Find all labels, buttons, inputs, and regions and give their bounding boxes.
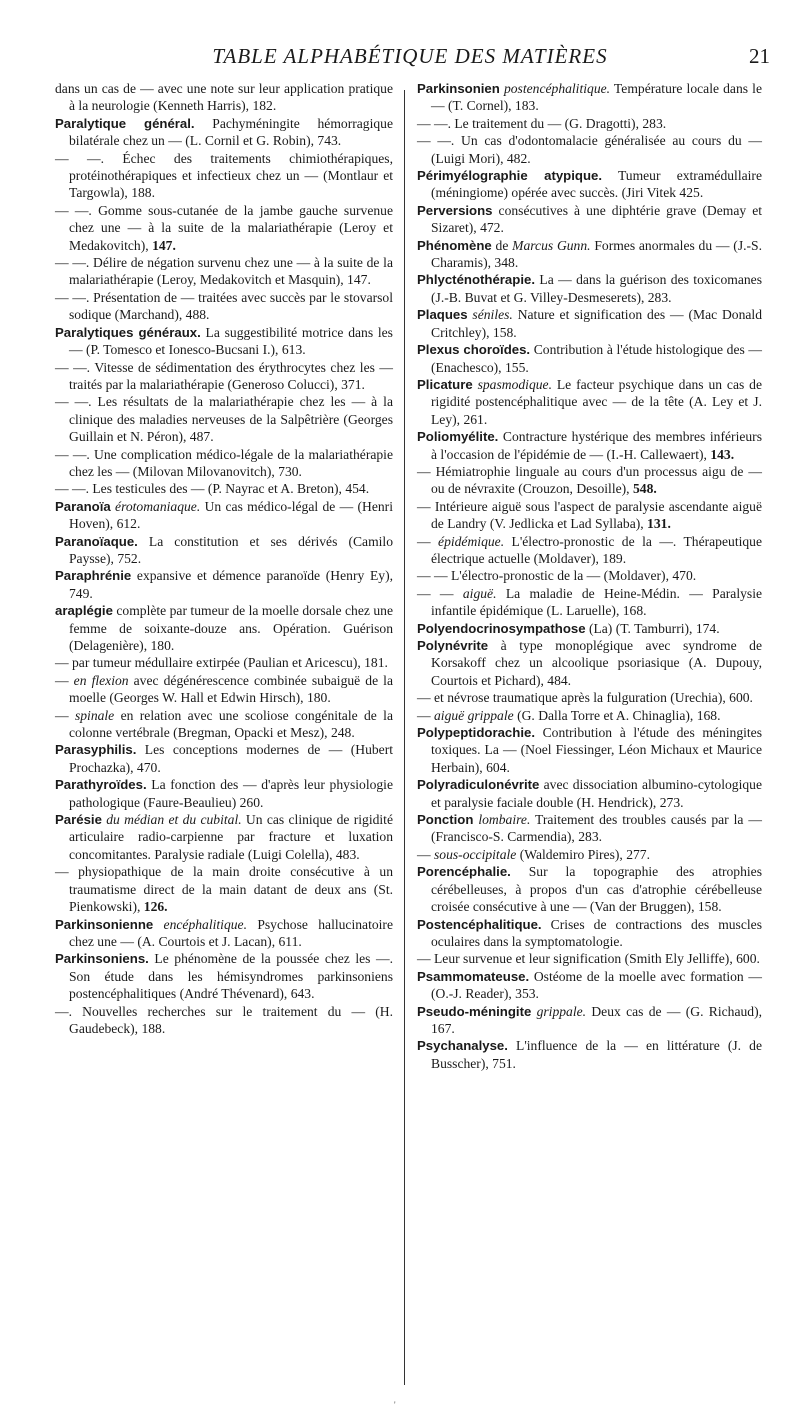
entry-headword: Plicature [417, 376, 473, 392]
entry-italic-text: épidémique. [438, 533, 505, 549]
index-entry [55, 567, 393, 602]
index-entry [55, 602, 393, 654]
entry-headword: Parkinsonien [417, 81, 500, 96]
entry-text: L'influence de la — en littérature (J. de Busscher), 751. [431, 1038, 762, 1071]
index-entry [55, 324, 393, 359]
index-entry [55, 115, 393, 150]
entry-headword: Postencéphalitique. [417, 916, 542, 932]
index-entry [417, 567, 762, 584]
index-entry [55, 654, 393, 671]
index-entry [417, 637, 762, 689]
index-entry [55, 707, 393, 742]
entry-italic-text: encéphalitique. [153, 916, 247, 932]
entry-text: Un cas médico-légal de — (Henri Hoven), 612. [69, 498, 393, 532]
entry-text: — Hémiatrophie linguale au cours d'un processus aigu de — ou de névraxite (Crouzon, Desoille), [417, 463, 762, 497]
entry-italic-text: érotomaniaque. [110, 498, 201, 514]
entry-italic-text: postencéphalitique. [499, 81, 611, 96]
index-entry [417, 115, 762, 132]
entry-text: — par tumeur médullaire extirpée (Paulian et Aricescu), 181. [55, 655, 388, 671]
entry-text: — Leur survenue et leur signification (Smith Ely Jelliffe), 600. [417, 951, 760, 967]
index-entry [55, 80, 393, 115]
entry-italic-text: en flexion [73, 672, 129, 688]
index-column-right [417, 80, 762, 1072]
entry-text: expansive et démence paranoïde (Henry Ey), 749. [69, 568, 393, 601]
entry-text: — —. Les résultats de la malariathérapie chez les — à la clinique des maladies nerveuses de la Salpêtrière (Georges Guillain et N. Péron), 487. [55, 394, 393, 445]
entry-page-ref: 147. [152, 237, 176, 253]
index-entry [417, 689, 762, 706]
index-entry [417, 724, 762, 776]
entry-text: (Waldemiro Pires), 277. [516, 846, 650, 862]
entry-text: — —. Les testicules des — (P. Nayrac et A. Breton), 454. [55, 481, 370, 497]
index-entry [55, 533, 393, 568]
index-entry [55, 202, 393, 254]
entry-headword: Psammomateuse. [417, 968, 530, 984]
entry-text: — [417, 846, 434, 862]
entry-text: La — dans la guérison des toxicomanes (J.-B. Buvat et G. Villey-Desmeserets), 283. [431, 272, 762, 305]
entry-headword: Polypeptidorachie. [417, 725, 535, 741]
entry-text: de [491, 237, 513, 253]
entry-text: complète par tumeur de la moelle dorsale chez une femme de soixante-douze ans. Opération. Guérison (Delagenière), 180. [69, 603, 393, 653]
entry-text: — —. Un cas d'odontomalacie généralisée au cours du — (Luigi Mori), 482. [417, 133, 762, 166]
entry-text: — — L'électro-pronostic de la — (Moldaver), 470. [417, 568, 697, 584]
index-entry [55, 916, 393, 951]
index-entry [417, 1037, 762, 1072]
index-entry [55, 672, 393, 707]
entry-text: — physiopathique de la main droite consécutive à un traumatisme direct de la main datant de deux ans (St. Pienkowski), [55, 864, 393, 915]
index-entry [417, 846, 762, 863]
index-entry [417, 811, 762, 846]
entry-headword: Ponction [417, 812, 474, 828]
entry-text: — [417, 533, 439, 549]
entry-headword: Pseudo-méningite [417, 1003, 532, 1019]
index-entry [417, 968, 762, 1003]
entry-text: — [55, 672, 74, 688]
entry-headword: Parkinsonienne [55, 916, 154, 932]
page-header [50, 40, 770, 70]
entry-text: Contribution à l'étude histologique des — (Enachesco), 155. [431, 342, 762, 375]
entry-italic-text: spasmodique. [472, 376, 552, 392]
entry-text: avec dégénérescence combinée subaiguë de la moelle (Georges W. Hall et Edwin Hirsch), 180. [69, 672, 393, 706]
entry-headword: Phlycténothérapie. [417, 272, 535, 288]
index-entry [417, 237, 762, 272]
entry-headword: Phénomène [417, 237, 492, 253]
entry-page-ref: 131. [647, 516, 671, 532]
entry-headword: Parésie [55, 812, 102, 828]
entry-headword: Paranoïa [55, 498, 111, 514]
entry-italic-text: spinale [74, 707, 115, 723]
index-entry [55, 254, 393, 289]
index-entry [55, 480, 393, 497]
entry-italic-text: aiguë. [462, 585, 497, 601]
entry-text: Sur la topographie des atrophies cérébelleuses, à propos d'un cas d'atrophie cérébelleuse croisée consécutive à une — (Van der Bruggen), 158. [431, 864, 762, 915]
index-entry [55, 289, 393, 324]
entry-headword: Parkinsoniens. [55, 951, 149, 967]
index-entry [417, 533, 762, 568]
entry-headword: Parasyphilis. [55, 742, 137, 758]
entry-headword: Parathyroïdes. [55, 777, 147, 793]
entry-headword: Porencéphalie. [417, 864, 511, 880]
index-entry [417, 341, 762, 376]
entry-text: Formes anormales du — (J.-S. Charamis), 348. [431, 237, 762, 271]
index-entry [417, 132, 762, 167]
entry-headword: Périmyélographie atypique. [417, 168, 603, 184]
entry-text: (G. Dalla Torre et A. Chinaglia), 168. [513, 707, 721, 723]
index-entry [417, 916, 762, 951]
entry-text: Contribution à l'étude des méningites toxiques. La — (Noel Fiessinger, Léon Michaux et Maurice Herbain), 604. [431, 725, 762, 775]
entry-text: à type monoplégique avec syndrome de Korsakoff chez un alcoolique psoriasique (A. Dupouy, Courtois et Pichard), 484. [431, 638, 762, 688]
index-entry [417, 707, 762, 724]
entry-text: La suggestibilité motrice dans les — (P. Tomesco et Ionesco-Bucsani I.), 613. [69, 324, 393, 358]
index-entry [55, 393, 393, 445]
entry-text: Traitement des troubles causés par la — (Francisco-S. Carmendia), 283. [431, 812, 762, 845]
entry-text: avec dissociation albumino-cytologique et paralysie faciale double (H. Hendrick), 273. [431, 777, 762, 810]
entry-headword: Plaques [417, 307, 468, 323]
entry-headword: Psychanalyse. [417, 1038, 508, 1054]
entry-text: — Intérieure aiguë sous l'aspect de paralysie ascendante aiguë de Landry (V. Jedlicka et Lad Syllaba), [417, 498, 762, 532]
index-entry [55, 741, 393, 776]
entry-page-ref: 143. [710, 446, 735, 462]
entry-headword: araplégie [55, 603, 113, 619]
index-entry [417, 950, 762, 967]
entry-text: — —. Une complication médico-légale de la malariathérapie chez les — (Milovan Milovanovitch), 730. [55, 446, 393, 479]
entry-text: — — [417, 585, 463, 601]
entry-text: Ostéome de la moelle avec formation — (O.-J. Reader), 353. [431, 968, 762, 1002]
entry-headword: Plexus choroïdes. [417, 342, 531, 358]
index-entry [417, 585, 762, 620]
entry-italic-text: Marcus Gunn. [512, 237, 591, 253]
entry-headword: Poliomyélite. [417, 429, 499, 445]
page-number: 21 [749, 44, 770, 68]
index-entry [55, 863, 393, 915]
entry-text: Le facteur psychique dans un cas de rigidité postencéphalitique avec — de la tête (A. Ley et J. Ley), 261. [431, 376, 762, 427]
entry-page-ref: 548. [632, 481, 657, 497]
index-entry [55, 1003, 393, 1038]
entry-text: —. Nouvelles recherches sur le traitement du — (H. Gaudebeck), 188. [55, 1003, 393, 1036]
index-entry [55, 776, 393, 811]
index-entry [417, 620, 762, 637]
entry-text: Le phénomène de la poussée chez les —. Son étude dans les hémisyndromes parkinsoniens postencéphalitiques (André Thévenard), 643. [69, 951, 393, 1002]
entry-text: Température locale dans le — (T. Cornel), 183. [431, 81, 762, 114]
index-entry [417, 376, 762, 428]
entry-text: La fonction des — d'après leur physiologie pathologique (Faure-Beaulieu) 260. [69, 777, 393, 810]
entry-text: Un cas clinique de rigidité articulaire radio-carpienne par fracture et luxation concomitantes. Paralysie radiale (Luigi Colella), 483. [69, 812, 393, 862]
column-divider [404, 90, 405, 1385]
entry-text: Pachyméningite hémorragique bilatérale chez un — (L. Cornil et G. Robin), 743. [69, 115, 393, 149]
index-column-left [55, 80, 393, 1037]
entry-headword: Paralytiques généraux. [55, 324, 201, 340]
index-entry [417, 167, 762, 202]
entry-headword: Paralytique général. [55, 115, 195, 131]
entry-text: Les conceptions modernes de — (Hubert Prochazka), 470. [69, 742, 393, 775]
entry-text: Tumeur extramédullaire (méningiome) opérée avec succès. (Jiri Vitek 425. [431, 168, 762, 201]
entry-page-ref: 126. [143, 899, 168, 915]
entry-headword: Polyendocrinosympathose [417, 620, 586, 636]
entry-text: La constitution et ses dérivés (Camilo Paysse), 752. [69, 533, 393, 566]
entry-text: L'électro-pronostic de la —. Thérapeutique électrique actuelle (Moldaver), 189. [431, 533, 762, 566]
entry-text: — —. Gomme sous-cutanée de la jambe gauche survenue chez une — à la suite de la malariathérapie (Leroy et Medakovitch), [55, 202, 393, 253]
entry-headword: Perversions [417, 202, 493, 218]
entry-italic-text: aiguë grippale [434, 707, 514, 723]
entry-text: Contracture hystérique des membres inférieurs à l'occasion de l'épidémie de — (I.-H. Callewaert), [431, 429, 762, 462]
index-entry [417, 463, 762, 498]
index-entry [55, 359, 393, 394]
index-entry [417, 1003, 762, 1038]
running-title: TABLE ALPHABÉTIQUE DES MATIÈRES [212, 44, 608, 68]
index-entry [417, 271, 762, 306]
entry-text: consécutives à une diphtérie grave (Demay et Sizaret), 472. [431, 202, 762, 236]
index-entry [55, 150, 393, 202]
entry-italic-text: du médian et du cubital. [101, 812, 242, 828]
index-entry [417, 498, 762, 533]
index-entry [55, 811, 393, 863]
entry-text: Deux cas de — (G. Richaud), 167. [431, 1003, 762, 1036]
entry-text: — —. Délire de négation survenu chez une — à la suite de la malariathérapie (Leroy, Medakovitch et Masquin), 147. [55, 255, 393, 288]
entry-text: Nature et signification des — (Mac Donald Critchley), 158. [431, 307, 763, 340]
entry-text: Psychose hallucinatoire chez une — (A. Courtois et J. Lacan), 611. [69, 916, 393, 949]
index-entry [417, 776, 762, 811]
footer-mark: ' [394, 1400, 396, 1410]
index-entry [417, 428, 762, 463]
entry-headword: Paraphrénie [55, 568, 132, 584]
entry-text: — —. Vitesse de sédimentation des érythrocytes chez les — traités par la malariathérapie (Generoso Colucci), 371. [55, 359, 393, 392]
index-entry [55, 950, 393, 1002]
entry-text: La maladie de Heine-Médin. — Paralysie infantile épidémique (L. Laruelle), 168. [431, 585, 763, 619]
index-entry [417, 80, 762, 115]
entry-italic-text: lombaire. [473, 812, 531, 828]
entry-text: dans un cas de — avec une note sur leur application pratique à la neurologie (Kenneth Harris), 182. [55, 81, 393, 114]
entry-text: — —. Le traitement du — (G. Dragotti), 283. [417, 115, 667, 131]
entry-italic-text: séniles. [467, 307, 513, 323]
entry-text: — —. Échec des traitements chimiothérapiques, protéinothérapiques et infectieux chez un — (Montlaur et Targowla), 188. [55, 150, 393, 201]
entry-italic-text: grippale. [531, 1003, 587, 1019]
entry-text: — et névrose traumatique après la fulguration (Urechia), 600. [417, 690, 753, 706]
index-entry [55, 446, 393, 481]
index-entry [417, 306, 762, 341]
entry-text: — [417, 707, 434, 723]
entry-text: en relation avec une scoliose congénitale de la colonne vertébrale (Bregman, Opacki et Mesz), 248. [69, 707, 393, 741]
entry-headword: Paranoïaque. [55, 533, 138, 549]
entry-text: (La) (T. Tamburri), 174. [585, 620, 720, 636]
entry-text: Crises de contractions des muscles oculaires dans la symptomatologie. [431, 916, 762, 949]
entry-text: — [55, 707, 75, 723]
entry-italic-text: sous-occipitale [434, 846, 517, 862]
entry-headword: Polynévrite [417, 638, 489, 653]
index-entry [417, 863, 762, 915]
index-entry [55, 498, 393, 533]
index-entry [417, 202, 762, 237]
entry-text: — —. Présentation de — traitées avec succès par le stovarsol sodique (Marchand), 488. [55, 289, 393, 323]
entry-headword: Polyradiculonévrite [417, 777, 540, 793]
